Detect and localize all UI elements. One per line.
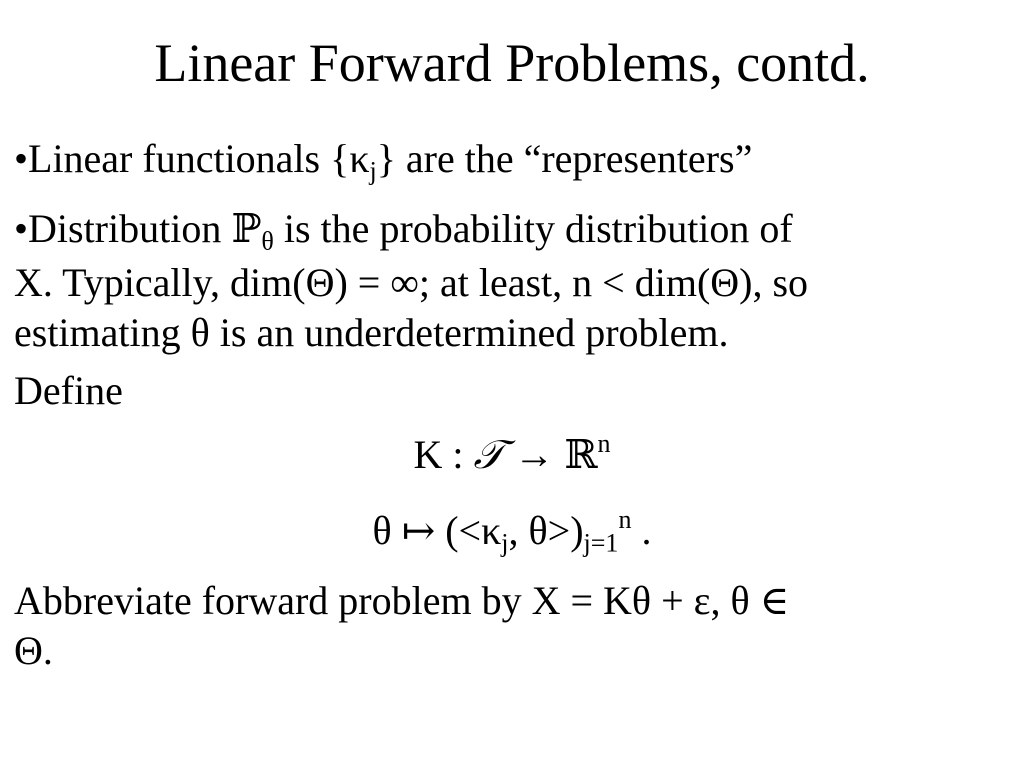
bullet-representers-subscript: j [369,156,377,186]
equation-rule-superscript: n [618,504,632,534]
bullet-distribution-suffix: is the probability distribution of [273,205,793,251]
abbreviation-line2: Θ. [14,627,53,673]
bullet-representers-suffix: } are the “representers” [376,136,753,181]
slide-title: Linear Forward Problems, contd. [154,33,870,93]
slide-body [14,134,1010,676]
bullet-distribution-subscript: θ [261,226,274,256]
define-text: Define [14,367,123,413]
equation-map-arrow: → ℝ [504,431,598,477]
equation-rule-part1: θ ↦ (<κ [372,507,502,553]
equation-map-definition [14,428,1010,480]
bullet-distribution [14,204,1010,358]
equation-rule-end: . [631,507,652,553]
bullet-distribution-line2: X. Typically, dim(Θ) = ∞; at least, n < dim(Θ), so [14,259,809,305]
equation-rule-subscript1: j [501,528,509,558]
equation-rule-subscript2: j=1 [583,528,619,558]
equation-rule-part2: , θ>) [508,507,584,553]
abbreviation-line1: Abbreviate forward problem by X = Kθ + ε, θ ∈ [14,577,790,623]
bullet-representers-prefix: •Linear functionals {κ [14,136,370,181]
equation-map-domain: 𝒯 [473,431,505,477]
bullet-distribution-line3: estimating θ is an underdetermined problem. [14,309,729,355]
bullet-representers [14,134,1010,188]
equation-map-left: K : [413,431,474,477]
equation-map-superscript: n [597,428,611,458]
bullet-distribution-line1 [14,204,1010,258]
abbreviation-paragraph [14,576,1010,676]
equation-mapping-rule [14,504,1010,560]
bullet-distribution-prefix: •Distribution ℙ [14,205,262,251]
